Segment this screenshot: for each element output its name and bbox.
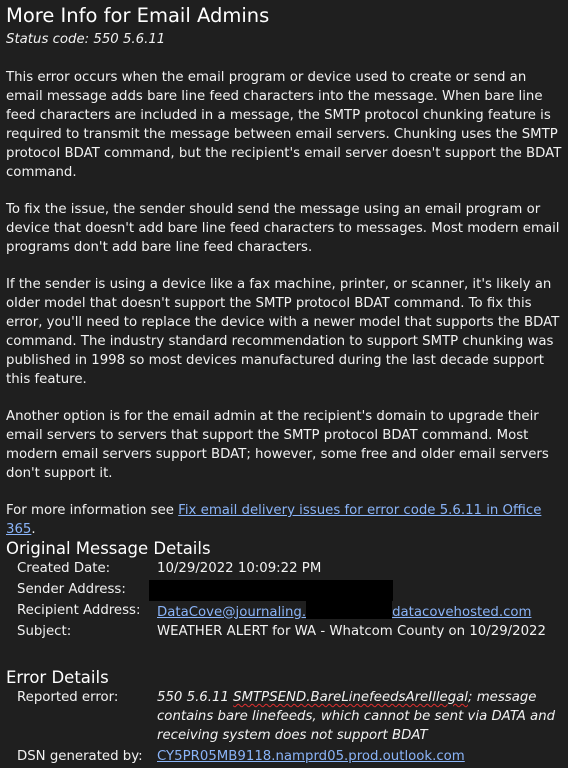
- page-title: More Info for Email Admins: [6, 4, 270, 27]
- original-message-heading: Original Message Details: [6, 539, 211, 558]
- original-message-details: [17, 559, 562, 642]
- error-details-heading: Error Details: [6, 668, 109, 687]
- dsn-label: DSN generated by:: [17, 749, 143, 764]
- redaction-block: [306, 601, 392, 619]
- recipient-address-row: [17, 601, 562, 622]
- subject-value: WEATHER ALERT for WA - Whatcom County on 10/29/2022: [157, 623, 546, 639]
- sender-address-row: [17, 580, 562, 601]
- paragraph-error-cause: This error occurs when the email program or device used to create or send an email message adds bare line feed characters into the message. When bare line feed characters are included in a message, the SMTP protocol chunking feature is required to transmit the message between email servers. Chunking uses the SMTP protocol BDAT command, but the recipient's email server doesn't support the BDAT command.: [6, 70, 562, 180]
- recipient-address-value: [157, 601, 562, 622]
- created-date-row: [17, 559, 562, 580]
- recipient-address-label: Recipient Address:: [17, 602, 141, 618]
- paragraph-device-info: If the sender is using a device like a fax machine, printer, or scanner, it's likely an older model that doesn't support the SMTP protocol BDAT command. To fix this error, you'll need to replace the device with a newer model that supports the BDAT command. The industry standard recommendation to support SMTP chunking was published in 1998 so most devices manufactured during the last decade support this feature.: [6, 277, 560, 387]
- more-info-line: [6, 501, 562, 539]
- recipient-address-part1: DataCove@journaling.: [157, 604, 307, 620]
- created-date-value: 10/29/2022 10:09:22 PM: [157, 561, 322, 576]
- subject-label: Subject:: [17, 623, 72, 639]
- error-help-link[interactable]: Fix email delivery issues for error code 5.6.11 in Office 365: [6, 503, 542, 537]
- reported-error-message: ; message contains bare linefeeds, which cannot be sent via DATA and receiving system does not support BDAT: [157, 690, 556, 743]
- dsn-value: [157, 747, 562, 768]
- reported-error-value: [157, 688, 562, 745]
- more-info-prefix: For more information see: [6, 503, 179, 518]
- sender-address-label: Sender Address:: [17, 581, 126, 597]
- error-details: [17, 688, 562, 768]
- dsn-server-link[interactable]: CY5PR05MB9118.namprd05.prod.outlook.com: [157, 749, 465, 764]
- created-date-label: Created Date:: [17, 561, 111, 576]
- sender-address-value: [157, 580, 562, 601]
- recipient-address-link[interactable]: [157, 605, 531, 620]
- reported-error-row: [17, 688, 562, 745]
- more-info-suffix: .: [31, 522, 36, 537]
- recipient-address-part2: datacovehosted.com: [392, 604, 532, 620]
- dsn-row: [17, 747, 562, 768]
- reported-error-code: 550 5.6.11: [157, 690, 234, 705]
- reported-error-token: SMTPSEND.BareLinefeedsAreIllegal: [233, 690, 469, 705]
- email-admin-info: [6, 4, 562, 768]
- subject-row: [17, 622, 562, 643]
- paragraph-admin-option: Another option is for the email admin at the recipient's domain to upgrade their email servers to servers that support the SMTP protocol BDAT command. Most modern email servers support BDAT; however, some free and older email servers don't support it.: [6, 409, 549, 481]
- reported-error-label: Reported error:: [17, 690, 119, 705]
- redaction-block: [149, 580, 393, 601]
- paragraph-fix-issue: To fix the issue, the sender should send the message using an email program or device that doesn't add bare line feed characters to messages. Most modern email programs don't add bare line feed characters.: [6, 202, 560, 255]
- status-code: Status code: 550 5.6.11: [6, 32, 166, 47]
